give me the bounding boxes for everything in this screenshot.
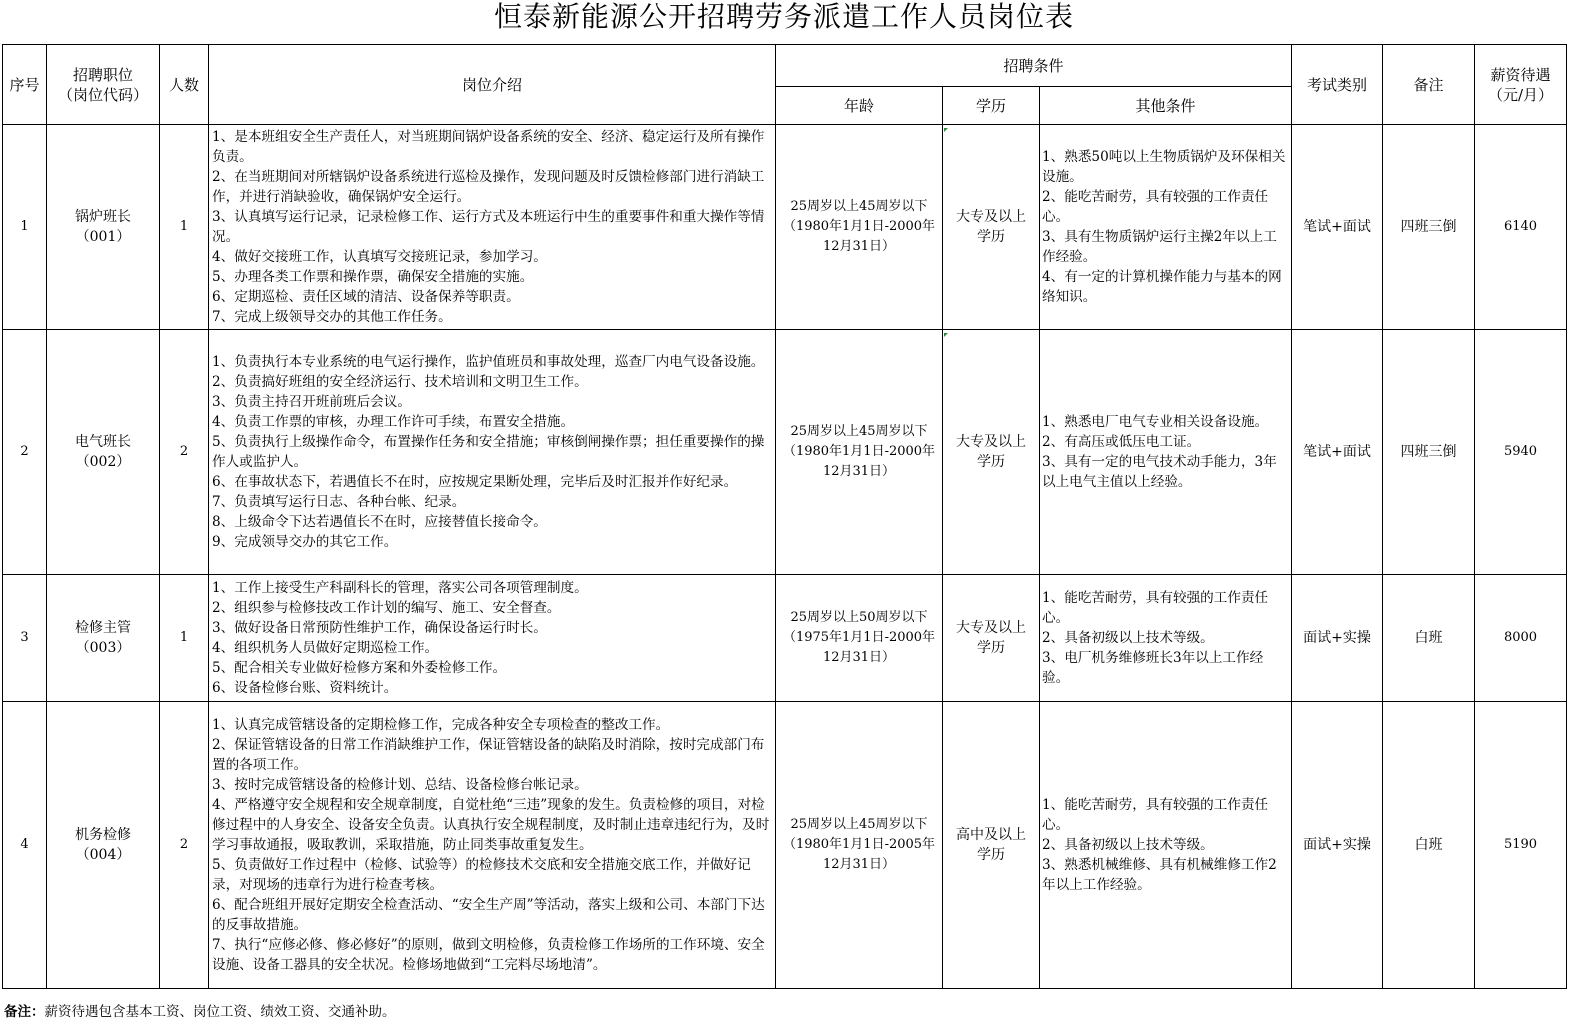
row-age — [776, 125, 943, 330]
duty-item: 1、负责执行本专业系统的电气运行操作，监护值班员和事故处理，巡查厂内电气设备设施。 — [212, 354, 765, 370]
other-item: 1、熟悉电厂电气专业相关设备设施。 — [1042, 414, 1269, 430]
other-item: 1、能吃苦耐劳，具有较强的工作责任心。 — [1042, 797, 1269, 833]
row-count: 2 — [160, 330, 209, 575]
education-suffix: 学历 — [977, 454, 1005, 470]
duty-item: 4、组织机务人员做好定期巡检工作。 — [212, 640, 439, 656]
age-range: 25周岁以上50周岁以下 — [790, 610, 928, 625]
age-range: 25周岁以上45周岁以下 — [790, 199, 928, 214]
cell-comment-marker — [944, 333, 948, 337]
row-no: 3 — [3, 575, 47, 702]
education-suffix: 学历 — [977, 229, 1005, 245]
age-dates-end: 12月31日） — [822, 239, 896, 254]
row-education — [943, 330, 1040, 575]
header-position — [47, 45, 160, 125]
row-position — [47, 125, 160, 330]
row-exam: 笔试+面试 — [1292, 125, 1383, 330]
row-no: 1 — [3, 125, 47, 330]
duty-item: 4、严格遵守安全规程和安全规章制度，自觉杜绝“三违”现象的发生。负责检修的项目，对检修过程中的人身安全、设备安全负责。认真执行安全规程制度，及时制止违章违纪行为，及时学习事故通报，吸取教训，采取措施，防止同类事故重复发生。 — [212, 797, 770, 853]
education-level: 大专及以上 — [956, 434, 1026, 450]
row-other — [1040, 330, 1292, 575]
row-count: 1 — [160, 575, 209, 702]
duty-item: 3、认真填写运行记录，记录检修工作、运行方式及本班运行中生的重要事件和重大操作等情况。 — [212, 209, 765, 245]
duty-item: 5、负责做好工作过程中（检修、试验等）的检修技术交底和安全措施交底工作，并做好记录，对现场的违章行为进行检查考核。 — [212, 857, 751, 893]
education-level: 高中及以上 — [956, 827, 1026, 843]
footer-label: 备注： — [4, 1004, 45, 1020]
header-exam: 考试类别 — [1292, 45, 1383, 125]
duty-item: 8、上级命令下达若遇值长不在时，应接替值长接命令。 — [212, 514, 547, 530]
row-age — [776, 702, 943, 989]
other-item: 1、能吃苦耐劳，具有较强的工作责任心。 — [1042, 590, 1269, 626]
education-suffix: 学历 — [977, 640, 1005, 656]
position-code: （001） — [75, 229, 131, 245]
row-remark: 四班三倒 — [1383, 330, 1475, 575]
row-position — [47, 575, 160, 702]
other-item: 3、具有一定的电气技术动手能力，3年以上电气主值以上经验。 — [1042, 454, 1277, 490]
duty-item: 3、负责主持召开班前班后会议。 — [212, 394, 411, 410]
row-age — [776, 330, 943, 575]
row-education — [943, 125, 1040, 330]
duty-item: 6、设备检修台账、资料统计。 — [212, 680, 398, 696]
age-dates-end: 12月31日） — [822, 650, 896, 665]
age-dates-end: 12月31日） — [822, 464, 896, 479]
header-count: 人数 — [160, 45, 209, 125]
row-no: 4 — [3, 702, 47, 989]
row-remark: 白班 — [1383, 702, 1475, 989]
row-exam: 面试+实操 — [1292, 702, 1383, 989]
other-item: 3、具有生物质锅炉运行主操2年以上工作经验。 — [1042, 229, 1277, 265]
duty-item: 5、负责执行上级操作命令，布置操作任务和安全措施；审核倒闸操作票；担任重要操作的操作人或监护人。 — [212, 434, 765, 470]
row-salary: 5940 — [1475, 330, 1567, 575]
row-exam: 笔试+面试 — [1292, 330, 1383, 575]
duty-item: 7、执行“应修必修、修必修好”的原则，做到文明检修，负责检修工作场所的工作环境、安全设施、设备工器具的安全状况。检修场地做到“工完料尽场地清”。 — [212, 937, 765, 973]
table-row — [3, 330, 1567, 575]
other-item: 2、具备初级以上技术等级。 — [1042, 630, 1214, 646]
job-table-sheet — [2, 0, 1566, 989]
position-code: （004） — [75, 847, 131, 863]
position-code: （002） — [75, 454, 131, 470]
table-row — [3, 125, 1567, 330]
row-salary: 6140 — [1475, 125, 1567, 330]
row-age — [776, 575, 943, 702]
duty-item: 1、认真完成管辖设备的定期检修工作，完成各种安全专项检查的整改工作。 — [212, 717, 670, 733]
age-range: 25周岁以上45周岁以下 — [790, 817, 928, 832]
duty-item: 2、在当班期间对所辖锅炉设备系统进行巡检及操作，发现问题及时反馈检修部门进行消缺工作，并进行消缺验收，确保锅炉安全运行。 — [212, 169, 765, 205]
age-dates-start: （1980年1月1日-2000年 — [782, 219, 936, 234]
row-remark: 四班三倒 — [1383, 125, 1475, 330]
row-duties — [209, 702, 776, 989]
row-duties — [209, 125, 776, 330]
row-exam: 面试+实操 — [1292, 575, 1383, 702]
other-item: 4、有一定的计算机操作能力与基本的网络知识。 — [1042, 269, 1282, 305]
row-remark: 白班 — [1383, 575, 1475, 702]
other-item: 1、熟悉50吨以上生物质锅炉及环保相关设施。 — [1042, 149, 1286, 185]
header-no: 序号 — [3, 45, 47, 125]
row-salary: 5190 — [1475, 702, 1567, 989]
footer-note — [4, 1002, 396, 1022]
position-name: 机务检修 — [75, 827, 131, 843]
duty-item: 3、按时完成管辖设备的检修计划、总结、设备检修台帐记录。 — [212, 777, 588, 793]
other-item: 3、电厂机务维修班长3年以上工作经验。 — [1042, 650, 1264, 686]
header-education: 学历 — [943, 87, 1040, 125]
row-other — [1040, 125, 1292, 330]
row-count: 2 — [160, 702, 209, 989]
cell-comment-marker — [944, 128, 948, 132]
age-dates-start: （1975年1月1日-2000年 — [782, 630, 936, 645]
header-salary-line1: 薪资待遇 — [1490, 65, 1551, 84]
duty-item: 1、工作上接受生产科副科长的管理，落实公司各项管理制度。 — [212, 580, 588, 596]
education-level: 大专及以上 — [956, 209, 1026, 225]
row-duties — [209, 330, 776, 575]
position-code: （003） — [75, 640, 131, 656]
other-item: 2、有高压或低压电工证。 — [1042, 434, 1201, 450]
row-position — [47, 330, 160, 575]
other-item: 2、具备初级以上技术等级。 — [1042, 837, 1214, 853]
position-name: 锅炉班长 — [75, 209, 131, 225]
header-row-1 — [3, 45, 1567, 87]
duty-item: 4、负责工作票的审核，办理工作许可手续，布置安全措施。 — [212, 414, 575, 430]
age-dates-start: （1980年1月1日-2000年 — [782, 444, 936, 459]
header-salary — [1475, 45, 1567, 125]
header-position-line1: 招聘职位 — [72, 65, 133, 84]
header-remark: 备注 — [1383, 45, 1475, 125]
footer-text: 薪资待遇包含基本工资、岗位工资、绩效工资、交通补助。 — [44, 1004, 396, 1020]
position-name: 电气班长 — [75, 434, 131, 450]
header-other: 其他条件 — [1040, 87, 1292, 125]
duty-item: 7、负责填写运行日志、各种台帐、纪录。 — [212, 494, 466, 510]
row-education — [943, 575, 1040, 702]
other-item: 3、熟悉机械维修、具有机械维修工作2年以上工作经验。 — [1042, 857, 1277, 893]
age-dates-start: （1980年1月1日-2005年 — [782, 837, 936, 852]
age-dates-end: 12月31日） — [822, 857, 896, 872]
row-salary: 8000 — [1475, 575, 1567, 702]
header-salary-line2: （元/月） — [1488, 85, 1554, 104]
header-position-line2: （岗位代码） — [57, 85, 148, 104]
duty-item: 5、配合相关专业做好检修方案和外委检修工作。 — [212, 660, 507, 676]
table-row — [3, 702, 1567, 989]
duty-item: 4、做好交接班工作，认真填写交接班记录，参加学习。 — [212, 249, 547, 265]
header-age: 年龄 — [776, 87, 943, 125]
row-no: 2 — [3, 330, 47, 575]
duty-item: 2、负责搞好班组的安全经济运行、技术培训和文明卫生工作。 — [212, 374, 588, 390]
duty-item: 2、组织参与检修技改工作计划的编写、施工、安全督查。 — [212, 600, 561, 616]
duty-item: 7、完成上级领导交办的其他工作任务。 — [212, 309, 452, 325]
position-name: 检修主管 — [75, 620, 131, 636]
duty-item: 1、是本班组安全生产责任人，对当班期间锅炉设备系统的安全、经济、稳定运行及所有操作负责。 — [212, 129, 765, 165]
duty-item: 6、定期巡检、责任区域的清洁、设备保养等职责。 — [212, 289, 520, 305]
other-item: 2、能吃苦耐劳，具有较强的工作责任心。 — [1042, 189, 1269, 225]
table-row — [3, 575, 1567, 702]
row-duties — [209, 575, 776, 702]
page-title: 恒泰新能源公开招聘劳务派遣工作人员岗位表 — [493, 0, 1074, 33]
row-count: 1 — [160, 125, 209, 330]
positions-table — [2, 44, 1567, 989]
header-intro: 岗位介绍 — [209, 45, 776, 125]
age-range: 25周岁以上45周岁以下 — [790, 424, 928, 439]
header-conditions: 招聘条件 — [776, 45, 1292, 87]
row-other — [1040, 575, 1292, 702]
row-position — [47, 702, 160, 989]
row-other — [1040, 702, 1292, 989]
education-suffix: 学历 — [977, 847, 1005, 863]
duty-item: 3、做好设备日常预防性维护工作，确保设备运行时长。 — [212, 620, 547, 636]
row-education — [943, 702, 1040, 989]
duty-item: 6、配合班组开展好定期安全检查活动、“安全生产周”等活动，落实上级和公司、本部门下达的反事故措施。 — [212, 897, 765, 933]
duty-item: 6、在事故状态下，若遇值长不在时，应按规定果断处理，完毕后及时汇报并作好纪录。 — [212, 474, 738, 490]
duty-item: 2、保证管辖设备的日常工作消缺维护工作，保证管辖设备的缺陷及时消除，按时完成部门布置的各项工作。 — [212, 737, 765, 773]
education-level: 大专及以上 — [956, 620, 1026, 636]
duty-item: 9、完成领导交办的其它工作。 — [212, 534, 398, 550]
duty-item: 5、办理各类工作票和操作票，确保安全措施的实施。 — [212, 269, 534, 285]
